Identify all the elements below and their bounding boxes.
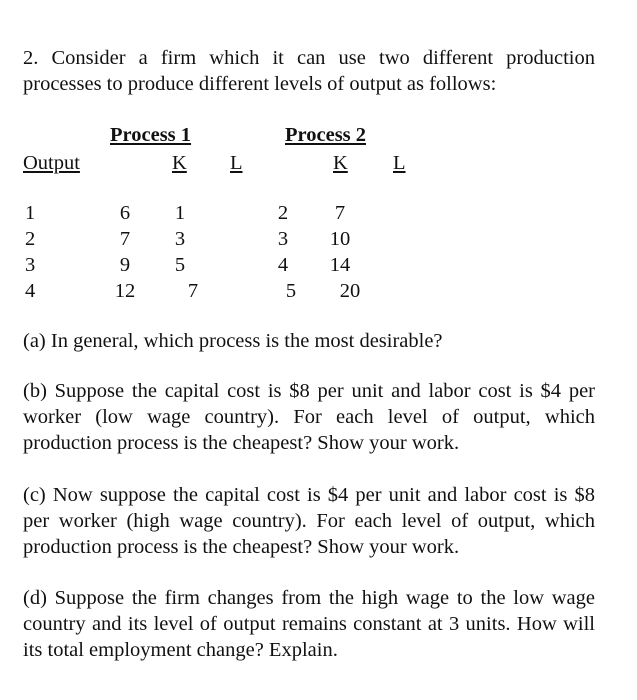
question-intro: 2. Consider a firm which it can use two different production processes to produce different levels of output as follows: [23, 47, 595, 95]
output-header: Output [23, 152, 80, 174]
question-b: (b) Suppose the capital cost is $8 per unit and labor cost is $4 per worker (low wage country). For each level of output, which production process is the cheapest? Show your work. [23, 380, 595, 454]
process-1-k-value: 7 [119, 228, 131, 250]
output-value: 2 [25, 228, 36, 250]
output-value: 3 [25, 254, 36, 276]
process-2-k-value: 2 [277, 202, 289, 224]
process-2-l-value: 10 [329, 228, 351, 250]
process-2-l-value: 7 [334, 202, 346, 224]
process-2-k-value: 4 [277, 254, 289, 276]
process-2-l-header: L [393, 152, 406, 174]
process-2-k-value: 3 [277, 228, 289, 250]
process-2-l-value: 14 [329, 254, 351, 276]
question-a: (a) In general, which process is the most desirable? [23, 330, 443, 352]
process-1-l-value: 3 [174, 228, 186, 250]
process-1-k-value: 6 [119, 202, 131, 224]
output-value: 1 [25, 202, 36, 224]
process-1-l-value: 5 [174, 254, 186, 276]
process-1-k-header: K [172, 152, 187, 174]
process-1-header: Process 1 [110, 124, 192, 146]
process-1-l-value: 7 [187, 280, 199, 302]
process-1-l-value: 1 [174, 202, 186, 224]
process-2-k-header: K [333, 152, 348, 174]
process-1-k-value: 9 [119, 254, 131, 276]
process-2-l-value: 20 [339, 280, 361, 302]
process-1-l-header: L [230, 152, 243, 174]
process-1-k-value: 12 [114, 280, 136, 302]
question-c: (c) Now suppose the capital cost is $4 per unit and labor cost is $8 per worker (high wage country). For each level of output, which production process is the cheapest? Show your work. [23, 484, 595, 558]
process-2-header: Process 2 [285, 124, 367, 146]
output-value: 4 [25, 280, 36, 302]
process-2-k-value: 5 [285, 280, 297, 302]
question-d: (d) Suppose the firm changes from the high wage to the low wage country and its level of output remains constant at 3 units. How will its total employment change? Explain. [23, 587, 595, 661]
